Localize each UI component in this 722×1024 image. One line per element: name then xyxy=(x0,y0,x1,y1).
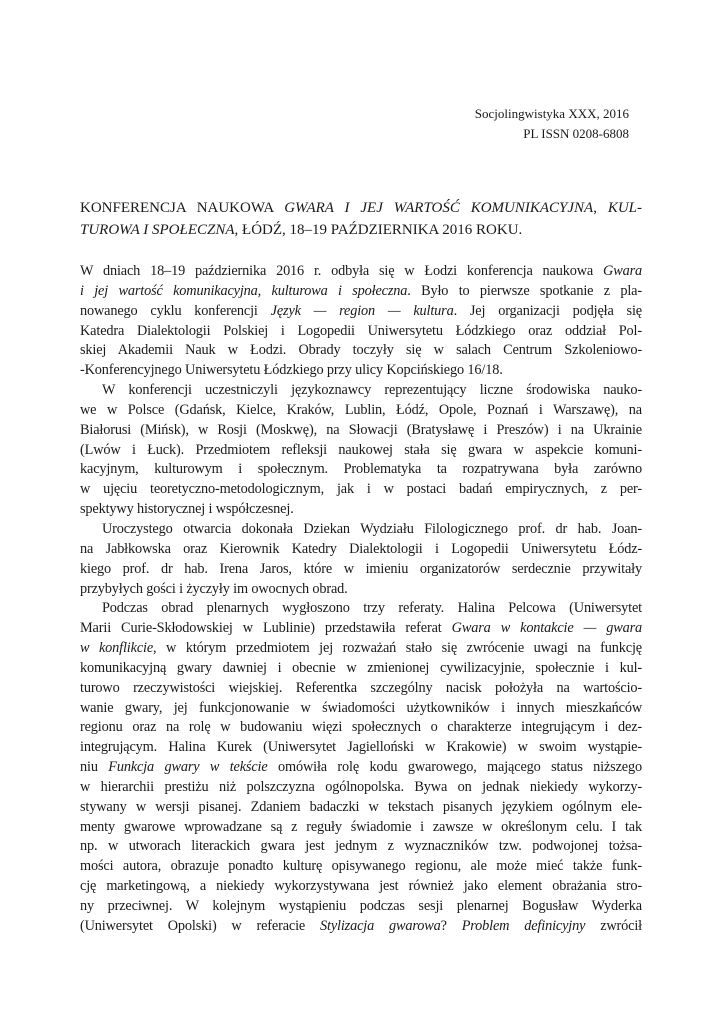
text-line xyxy=(80,262,642,282)
title-italic: GWARA I JEJ WARTOŚĆ KOMUNIKACYJNA xyxy=(284,200,594,216)
italic-run: Stylizacja gwarowa xyxy=(320,917,441,934)
text-run: . Było to pierwsze spotkanie z pla- xyxy=(407,282,642,299)
italic-run: w konflikcie xyxy=(80,640,154,657)
text-run: Uroczystego otwarcia dokonała Dziekan Wydziału Filologicznego prof. dr hab. Joan- xyxy=(102,520,642,537)
title-line xyxy=(80,197,642,219)
paragraph xyxy=(80,599,642,936)
journal-header xyxy=(475,104,629,144)
issn: PL ISSN 0208-6808 xyxy=(523,126,629,141)
italic-run: Funkcja gwary w tekście xyxy=(108,759,268,776)
text-line xyxy=(80,718,642,738)
text-line xyxy=(80,877,642,897)
text-run: -Konferencyjnego Uniwersytetu Łódzkiego przy ulicy Kopcińskiego 16/18. xyxy=(80,362,503,379)
italic-run: Gwara w kontakcie — gwara xyxy=(451,620,642,637)
text-run: nowanego cyklu konferencji xyxy=(80,302,271,319)
text-line xyxy=(80,798,642,818)
title-text: KONFERENCJA NAUKOWA xyxy=(80,200,285,216)
text-run: (Lwów i Łuck). Przedmiotem refleksji naukowej stała się gwara w aspekcie komuni- xyxy=(80,441,642,458)
title-line xyxy=(80,219,642,241)
paragraph xyxy=(80,520,642,599)
text-line xyxy=(80,818,642,838)
text-line xyxy=(80,460,642,480)
text-run: integrującym. Halina Kurek (Uniwersytet Jagielloński w Krakowie) w swoim wystąpie- xyxy=(80,739,642,756)
text-run: przybyłych gości i życzyły im owocnych obrad. xyxy=(80,580,348,597)
text-run: Katedra Dialektologii Polskiej i Logopedii Uniwersytetu Łódzkiego oraz oddział Pol- xyxy=(80,322,642,339)
text-line xyxy=(80,778,642,798)
title-italic: TUROWA I SPOŁECZNA xyxy=(80,222,235,238)
text-run: komunikacyjną gwary dawniej i obecnie w zmienionej cywilizacyjnie, społecznie i kul- xyxy=(80,659,642,676)
text-run: mości autora, obrazuje ponadto kulturę opisywanego regionu, ale może mieć także funk- xyxy=(80,858,642,875)
text-run: stywany w wersji pisanej. Zdaniem badaczki w tekstach pisanych językiem ogólnym ele- xyxy=(80,798,642,815)
text-line xyxy=(80,322,642,342)
text-run: spektywy historycznej i współczesnej. xyxy=(80,501,294,518)
text-run: omówiła rolę kodu gwarowego, mającego status niższego xyxy=(267,759,642,776)
text-run: Podczas obrad plenarnych wygłoszono trzy referaty. Halina Pelcowa (Uniwersytet xyxy=(102,600,642,617)
text-line xyxy=(80,580,642,600)
text-line xyxy=(80,619,642,639)
text-run: cję marketingową, a niekiedy wykorzystywana jest również jako element obrażania stro- xyxy=(80,878,642,895)
text-line xyxy=(80,361,642,381)
text-run: W dniach 18–19 października 2016 r. odbyła się w Łodzi konferencja naukowa xyxy=(80,263,604,279)
article-body xyxy=(80,262,642,937)
title-text: , ŁÓDŹ, 18–19 PAŹDZIERNIKA 2016 ROKU. xyxy=(234,222,523,238)
text-run: skiej Akademii Nauk w Łodzi. Obrady toczyły się w salach Centrum Szkoleniowo- xyxy=(80,342,642,359)
text-line xyxy=(80,282,642,302)
text-run: W konferencji uczestniczyli językoznawcy reprezentujący liczne środowiska nauko- xyxy=(102,382,642,399)
text-run: ny przeciwnej. W kolejnym wystąpieniu podczas sesji plenarnej Bogusław Wyderka xyxy=(80,898,642,914)
text-run: kiego prof. dr hab. Irena Jaros, które w imieniu organizatorów serdecznie przywitały xyxy=(80,560,642,577)
paragraph xyxy=(80,381,642,520)
text-line xyxy=(80,639,642,659)
text-run: Białorusi (Mińsk), w Rosji (Moskwę), na Słowacji (Bratysławę i Preszów) i na Ukrainie xyxy=(80,421,642,438)
text-run: niu xyxy=(80,759,109,776)
italic-run: Problem definicyjny xyxy=(461,917,586,934)
text-run: na Jabłkowska oraz Kierownik Katedry Dialektologii i Logopedii Uniwersytetu Łódz- xyxy=(80,540,642,557)
italic-run: i jej wartość komunikacyjna, kulturowa i społeczna xyxy=(80,282,408,299)
journal-name: Socjolingwistyka XXX, 2016 xyxy=(474,106,629,121)
text-run: Marii Curie-Skłodowskiej w Lublinie) przedstawiła referat xyxy=(80,620,452,637)
text-line xyxy=(80,560,642,580)
text-line xyxy=(80,857,642,877)
italic-run: Gwara xyxy=(603,263,642,279)
text-line xyxy=(80,421,642,441)
text-line xyxy=(80,480,642,500)
italic-run: Język — region — kultura xyxy=(270,302,454,319)
text-run: ? xyxy=(440,917,462,934)
text-run: turowo rzeczywistości wiejskiej. Referentka szczególny nacisk położyła na wartościo- xyxy=(80,679,642,696)
text-run: w ujęciu teoretyczno-metodologicznym, jak i w postaci badań empirycznych, z per- xyxy=(80,481,642,498)
article-title xyxy=(80,197,642,241)
text-line xyxy=(80,837,642,857)
text-run: we w Polsce (Gdańsk, Kielce, Kraków, Lublin, Łódź, Opole, Poznań i Warszawę), na xyxy=(80,401,642,418)
text-line xyxy=(80,441,642,461)
text-line xyxy=(80,679,642,699)
text-run: wanie gwary, jej funkcjonowanie w świadomości użytkowników i innych mieszkańców xyxy=(80,699,642,716)
text-line xyxy=(80,520,642,540)
text-run: zwrócił xyxy=(585,917,643,934)
text-line xyxy=(80,341,642,361)
text-run: menty gwarowe wprowadzane są z reguły świadomie i zawsze w określonym celu. I tak xyxy=(80,818,642,835)
text-line xyxy=(80,500,642,520)
text-line xyxy=(80,659,642,679)
text-run: w hierarchii prestiżu niż polszczyzna ogólnopolska. Bywa on jednak niekiedy wykorzy- xyxy=(80,778,642,795)
text-run: (Uniwersytet Opolski) w referacie xyxy=(80,917,320,934)
text-run: , w którym przedmiotem jej rozważań stało się zwrócenie uwagi na funkcję xyxy=(153,640,642,657)
text-line xyxy=(80,758,642,778)
text-run: np. w utworach literackich gwara jest jednym z wyznaczników tzw. podwojonej tożsa- xyxy=(80,838,642,855)
text-line xyxy=(80,401,642,421)
text-line xyxy=(80,738,642,758)
text-line xyxy=(80,540,642,560)
text-line xyxy=(80,302,642,322)
text-run: regionu oraz na rolę w budowaniu więzi społecznych o charakterze integrującym i dez- xyxy=(80,719,642,736)
text-run: . Jej organizacji podjęła się xyxy=(453,302,642,319)
title-text: , xyxy=(593,200,608,216)
paragraph xyxy=(80,262,642,381)
text-line xyxy=(80,699,642,719)
text-run: kacyjnym, kulturowym i społecznym. Problematyka ta rozpatrywana była zarówno xyxy=(80,461,642,478)
text-line xyxy=(80,599,642,619)
text-line xyxy=(80,917,642,937)
text-line xyxy=(80,381,642,401)
title-italic: KUL- xyxy=(607,200,642,216)
text-line xyxy=(80,897,642,917)
